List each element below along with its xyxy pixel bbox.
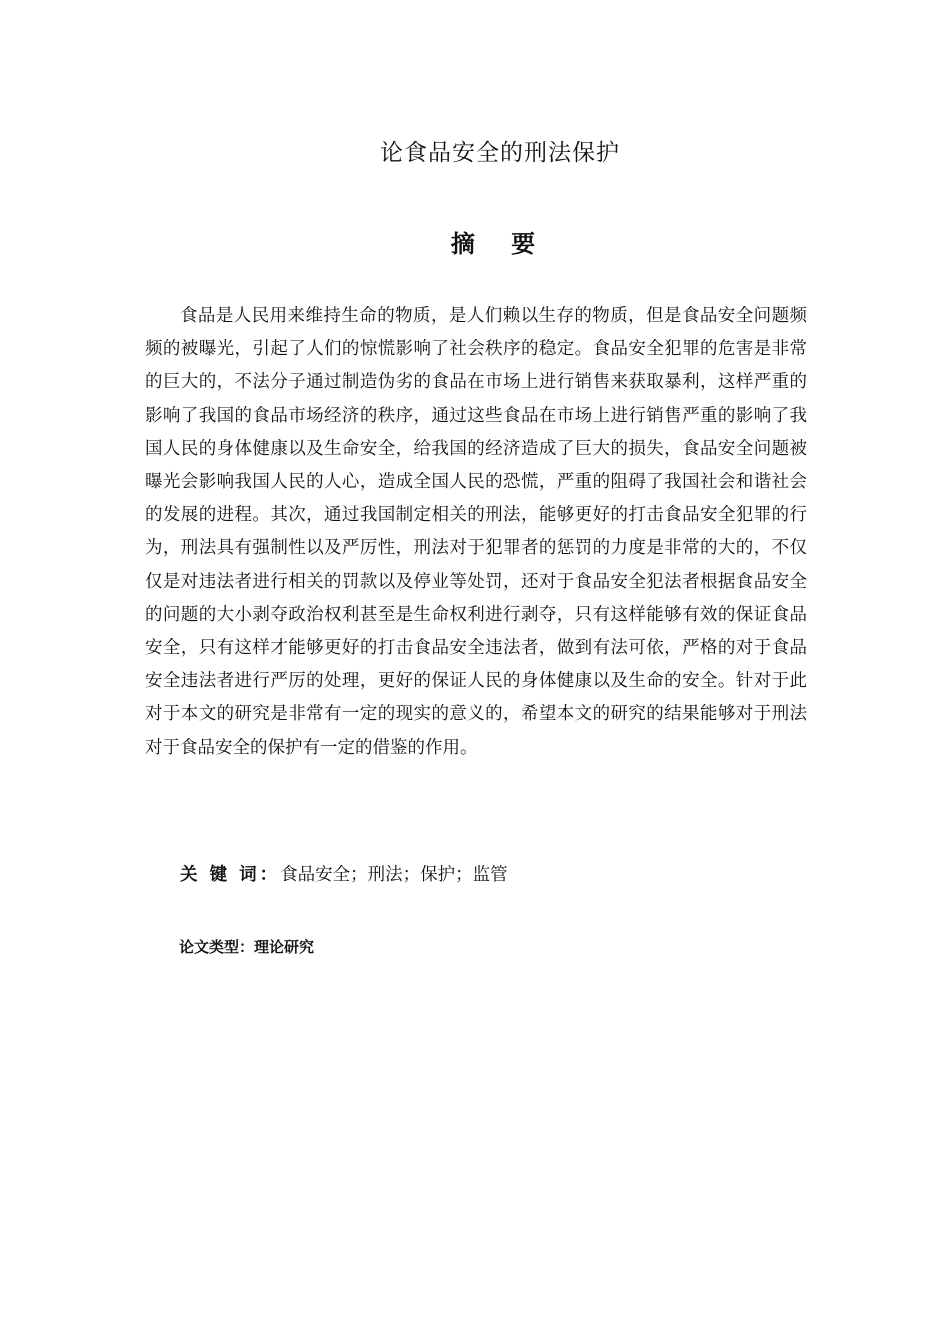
paper-type: 论文类型：理论研究 (179, 938, 315, 956)
keywords-label: 关 键 词： (180, 865, 281, 885)
abstract-body: 食品是人民用来维持生命的物质，是人们赖以生存的物质，但是食品安全问题频频的被曝光，引起了人们的惊慌影响了社会秩序的稳定。食品安全犯罪的危害是非常的巨大的，不法分子通过制造伪劣的食品在市场上进行销售来获取暴利，这样严重的影响了我国的食品市场经济的秩序，通过这些食品在市场上进行销售严重的影响了我国人民的身体健康以及生命安全，给我国的经济造成了巨大的损失，食品安全问题被曝光会影响我国人民的人心，造成全国人民的恐慌，严重的阻碍了我国社会和谐社会的发展的进程。其次，通过我国制定相关的刑法，能够更好的打击食品安全犯罪的行为，刑法具有强制性以及严厉性，刑法对于犯罪者的惩罚的力度是非常的大的，不仅仅是对违法者进行相关的罚款以及停业等处罚，还对于食品安全犯法者根据食品安全的问题的大小剥夺政治权利甚至是生命权利进行剥夺，只有这样能够有效的保证食品安全，只有这样才能够更好的打击食品安全违法者，做到有法可依，严格的对于食品安全违法者进行严厉的处理，更好的保证人民的身体健康以及生命的安全。针对于此对于本文的研究是非常有一定的现实的意义的，希望本文的研究的结果能够对于刑法对于食品安全的保护有一定的借鉴的作用。 (145, 306, 807, 758)
abstract-heading: 摘 要 (450, 229, 550, 258)
keywords-line (180, 860, 800, 890)
keywords-value: 食品安全；刑法；保护；监管 (280, 865, 508, 885)
document-title: 论食品安全的刑法保护 (380, 140, 620, 166)
